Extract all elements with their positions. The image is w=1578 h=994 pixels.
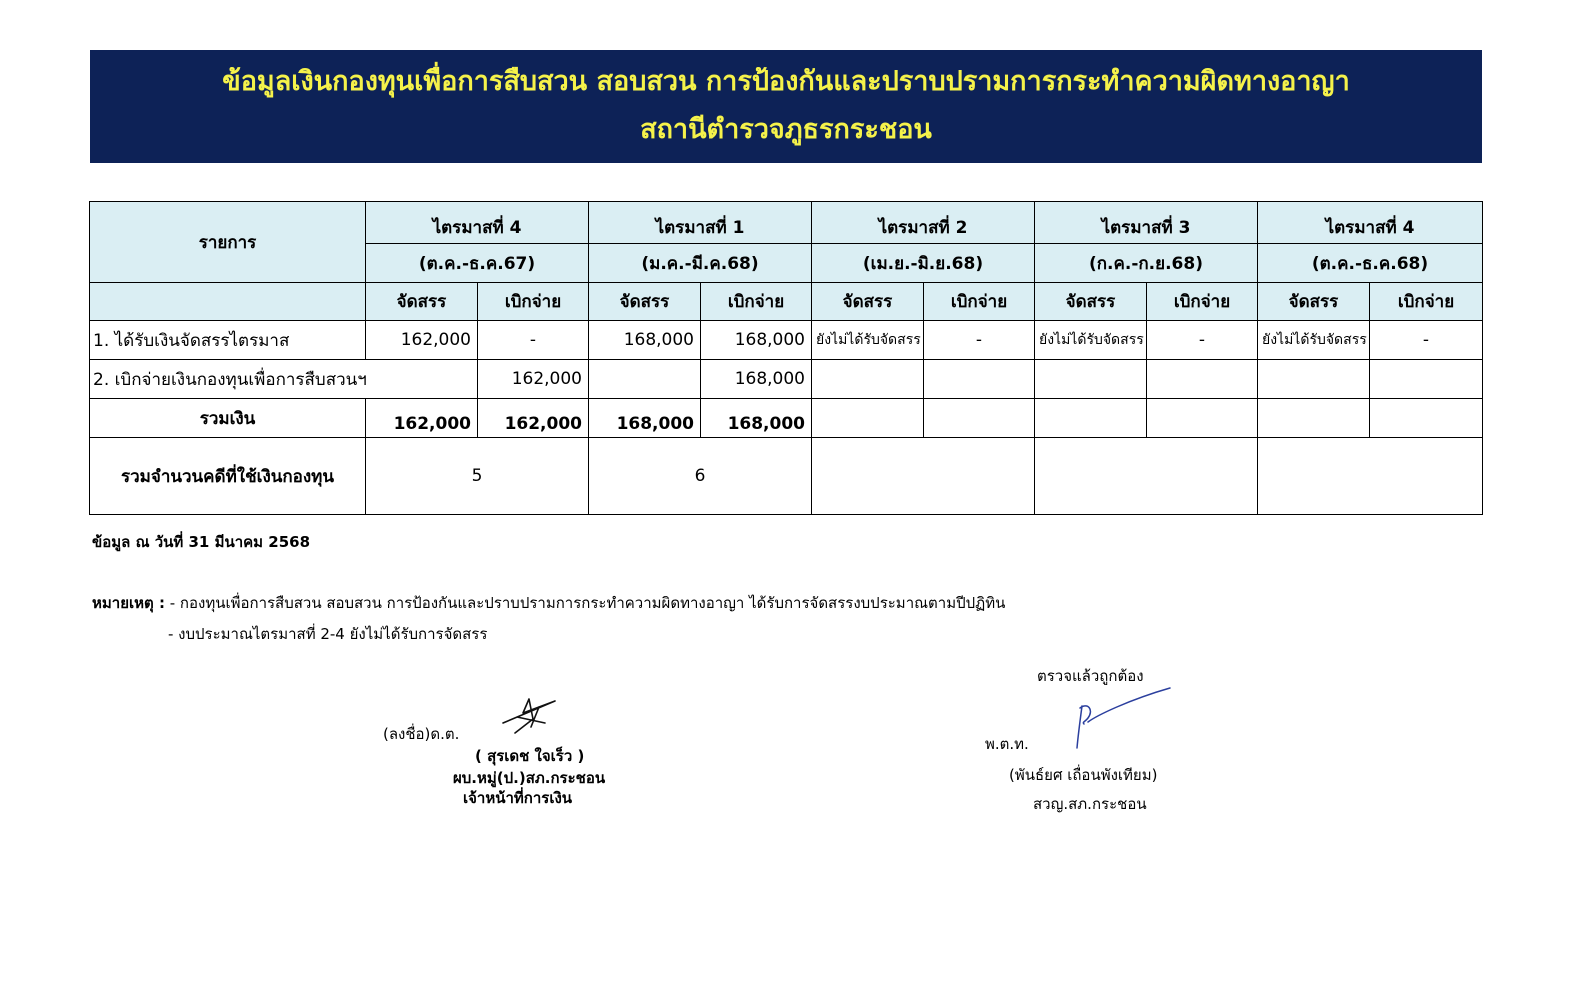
alloc-header: จัดสรร xyxy=(589,283,701,321)
total-cell xyxy=(924,399,1035,438)
signer-name: ( สุรเดช ใจเร็ว ) xyxy=(475,747,585,765)
total-cell: 162,000 xyxy=(478,399,589,438)
pay-header: เบิกจ่าย xyxy=(478,283,589,321)
quarter-period: (เม.ย.-มิ.ย.68) xyxy=(812,244,1035,283)
cell xyxy=(1258,360,1370,399)
cell xyxy=(589,360,701,399)
cell: 162,000 xyxy=(366,321,478,360)
signer-rank: พ.ต.ท. xyxy=(985,735,1029,753)
remark-text-1: - กองทุนเพื่อการสืบสวน สอบสวน การป้องกันและปราบปรามการกระทำความผิดทางอาญา ได้รับการจัดสรรงบประมาณตามปีปฏิทิน xyxy=(164,594,1006,612)
cases-row xyxy=(90,438,1483,515)
signer-position: ผบ.หมู่(ป.)สภ.กระชอน xyxy=(453,769,606,787)
cases-cell: 6 xyxy=(589,438,812,515)
remark-line-1 xyxy=(92,591,1005,615)
row-label: 1. ได้รับเงินจัดสรรไตรมาส xyxy=(90,321,366,360)
verified-label: ตรวจแล้วถูกต้อง xyxy=(1037,667,1144,685)
quarter-period: (ก.ค.-ก.ย.68) xyxy=(1035,244,1258,283)
total-cell: 162,000 xyxy=(366,399,478,438)
cell: 168,000 xyxy=(589,321,701,360)
cell xyxy=(924,360,1035,399)
alloc-header: จัดสรร xyxy=(366,283,478,321)
cell xyxy=(1370,360,1483,399)
cell: 168,000 xyxy=(701,360,812,399)
quarter-period: (ต.ค.-ธ.ค.67) xyxy=(366,244,589,283)
remark-line-2: - งบประมาณไตรมาสที่ 2-4 ยังไม่ได้รับการจัดสรร xyxy=(168,625,488,643)
pay-header: เบิกจ่าย xyxy=(701,283,812,321)
title-line-2: สถานีตำรวจภูธรกระชอน xyxy=(640,114,932,145)
remark-label: หมายเหตุ : xyxy=(92,594,165,612)
cell: 162,000 xyxy=(478,360,589,399)
total-cell xyxy=(1147,399,1258,438)
cell xyxy=(1035,360,1147,399)
cases-label: รวมจำนวนคดีที่ใช้เงินกองทุน xyxy=(90,438,366,515)
total-cell xyxy=(1258,399,1370,438)
signer-name: (พันธ์ยศ เถื่อนพังเทียม) xyxy=(1009,766,1158,784)
alloc-header: จัดสรร xyxy=(1035,283,1147,321)
cell: ยังไม่ได้รับจัดสรร xyxy=(812,321,924,360)
cell: - xyxy=(478,321,589,360)
cases-cell xyxy=(1258,438,1483,515)
quarter-period: (ต.ค.-ธ.ค.68) xyxy=(1258,244,1483,283)
quarter-name: ไตรมาสที่ 2 xyxy=(812,202,1035,244)
cell xyxy=(1147,360,1258,399)
cell: ยังไม่ได้รับจัดสรร xyxy=(1035,321,1147,360)
fund-table xyxy=(89,201,1483,515)
item-header: รายการ xyxy=(90,202,366,283)
cell: 168,000 xyxy=(701,321,812,360)
total-cell: 168,000 xyxy=(589,399,701,438)
pay-header: เบิกจ่าย xyxy=(924,283,1035,321)
total-row xyxy=(90,399,1483,438)
cell: - xyxy=(924,321,1035,360)
cell xyxy=(812,360,924,399)
quarter-period: (ม.ค.-มี.ค.68) xyxy=(589,244,812,283)
total-cell: 168,000 xyxy=(701,399,812,438)
quarter-name: ไตรมาสที่ 4 xyxy=(1258,202,1483,244)
cell: - xyxy=(1370,321,1483,360)
item-header-spacer xyxy=(90,283,366,321)
pay-header: เบิกจ่าย xyxy=(1147,283,1258,321)
title-banner xyxy=(90,50,1482,163)
cases-cell: 5 xyxy=(366,438,589,515)
table-row xyxy=(90,321,1483,360)
quarter-name: ไตรมาสที่ 4 xyxy=(366,202,589,244)
signature-left xyxy=(495,693,565,741)
quarter-name: ไตรมาสที่ 3 xyxy=(1035,202,1258,244)
alloc-header: จัดสรร xyxy=(812,283,924,321)
cases-cell xyxy=(1035,438,1258,515)
alloc-header: จัดสรร xyxy=(1258,283,1370,321)
table-row xyxy=(90,360,1483,399)
cell: ยังไม่ได้รับจัดสรร xyxy=(1258,321,1370,360)
date-note: ข้อมูล ณ วันที่ 31 มีนาคม 2568 xyxy=(92,533,311,551)
total-cell xyxy=(812,399,924,438)
signer-position: สวญ.สภ.กระชอน xyxy=(1033,795,1147,813)
total-cell xyxy=(1370,399,1483,438)
signer-role: เจ้าหน้าที่การเงิน xyxy=(463,789,573,807)
pay-header: เบิกจ่าย xyxy=(1370,283,1483,321)
title-line-1: ข้อมูลเงินกองทุนเพื่อการสืบสวน สอบสวน การป้องกันและปราบปรามการกระทำความผิดทางอาญา xyxy=(222,66,1350,97)
row-label: 2. เบิกจ่ายเงินกองทุนเพื่อการสืบสวนฯ xyxy=(90,360,478,399)
quarter-name: ไตรมาสที่ 1 xyxy=(589,202,812,244)
total-cell xyxy=(1035,399,1147,438)
sign-line: (ลงชื่อ)ด.ต. xyxy=(383,725,460,743)
cell: - xyxy=(1147,321,1258,360)
cases-cell xyxy=(812,438,1035,515)
total-label: รวมเงิน xyxy=(90,399,366,438)
signature-right xyxy=(1068,686,1178,752)
